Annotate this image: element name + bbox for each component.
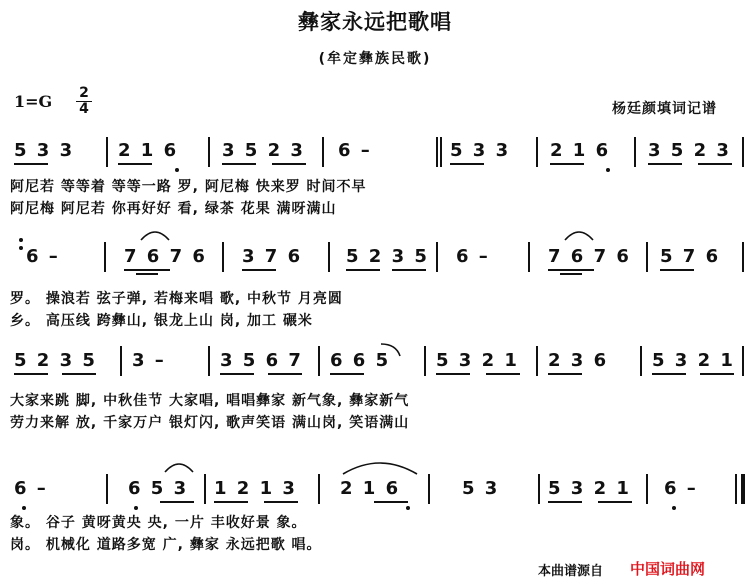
measure: 5 3 2 1	[436, 350, 519, 371]
slur	[342, 458, 418, 476]
beam	[648, 163, 682, 165]
dot-marker	[19, 238, 23, 242]
beam	[392, 269, 426, 271]
slur	[380, 340, 406, 360]
beam	[136, 273, 158, 275]
bar-line	[528, 242, 530, 272]
bar-line	[428, 474, 430, 504]
measure: 3 5 2 3	[222, 140, 305, 161]
octave-dot	[406, 506, 410, 510]
measure: 5 3 3	[450, 140, 511, 161]
lyric-line: 象。 谷子 黄呀黄央 央, 一片 丰收好景 象。	[10, 515, 307, 531]
beam	[660, 269, 694, 271]
measure: 3 –	[132, 350, 166, 371]
octave-dot	[672, 506, 676, 510]
bar-line	[436, 242, 438, 272]
measure: 2 1 6	[118, 140, 179, 161]
measure: 1 2 1 3	[214, 478, 297, 499]
beam	[14, 163, 48, 165]
beam	[62, 373, 96, 375]
measure: 3 5 6 7	[220, 350, 303, 371]
bar-line	[742, 242, 744, 272]
lyric-line: 乡。 高压线 跨彝山, 银龙上山 岗, 加工 碾米	[10, 313, 313, 329]
measure: 5 3 2 1	[652, 350, 735, 371]
song-subtitle: (牟定彝族民歌)	[318, 51, 432, 67]
key-signature: 1=G	[14, 92, 53, 111]
measure: 5 2 3 5	[14, 350, 97, 371]
lyric-line: 劳力来解 放, 千家万户 银灯闪, 歌声笑语 满山岗, 笑语满山	[10, 415, 410, 431]
bar-line	[640, 346, 642, 376]
bar-line	[106, 137, 108, 167]
beam	[160, 501, 194, 503]
measure: 5 7 6	[660, 246, 721, 267]
site-watermark[interactable]: 中国词曲网	[630, 560, 706, 578]
slur	[564, 226, 594, 242]
measure: 6 –	[26, 246, 60, 267]
bar-line	[106, 474, 108, 504]
dot-marker	[19, 246, 23, 250]
bar-line-final	[735, 474, 737, 504]
bar-line	[424, 346, 426, 376]
time-signature	[76, 86, 92, 117]
measure: 6 6 5	[330, 350, 391, 371]
bar-line	[742, 137, 744, 167]
bar-line	[646, 242, 648, 272]
beam	[214, 501, 248, 503]
measure: 2 3 6	[548, 350, 609, 371]
bar-line	[538, 474, 540, 504]
octave-dot	[606, 168, 610, 172]
bar-line	[440, 137, 442, 167]
bar-line	[208, 346, 210, 376]
beam	[652, 373, 686, 375]
bar-line	[318, 346, 320, 376]
beam	[436, 373, 470, 375]
beam	[548, 269, 594, 271]
beam	[550, 163, 584, 165]
beam	[14, 373, 48, 375]
beam	[548, 373, 582, 375]
bar-line	[742, 346, 744, 376]
beam	[560, 273, 582, 275]
lyric-line: 阿尼梅 阿尼若 你再好好 看, 绿茶 花果 满呀满山	[10, 201, 337, 217]
measure: 5 3 3	[14, 140, 75, 161]
beam	[118, 163, 152, 165]
time-signature-bottom: 4	[76, 101, 92, 117]
song-title: 彝家永远把歌唱	[298, 10, 452, 34]
beam	[698, 163, 732, 165]
measure: 6 –	[664, 478, 698, 499]
measure: 7 6 7 6	[124, 246, 207, 267]
bar-line	[536, 346, 538, 376]
bar-line	[208, 137, 210, 167]
lyric-line: 岗。 机械化 道路多宽 广, 彝家 永远把歌 唱。	[10, 537, 322, 553]
octave-dot	[134, 506, 138, 510]
lyricist-credit: 杨廷颜填词记谱	[612, 101, 717, 117]
bar-line	[120, 346, 122, 376]
bar-line	[322, 137, 324, 167]
bar-line	[328, 242, 330, 272]
beam	[264, 501, 298, 503]
measure: 3 7 6	[242, 246, 303, 267]
beam	[346, 269, 380, 271]
lyric-line: 罗。 操浪若 弦子弹, 若梅来唱 歌, 中秋节 月亮圆	[10, 291, 343, 307]
beam	[486, 373, 520, 375]
measure: 5 3 2 1	[548, 478, 631, 499]
measure: 6 –	[14, 478, 48, 499]
beam	[124, 269, 170, 271]
beam	[330, 373, 364, 375]
beam	[222, 163, 256, 165]
bar-line	[318, 474, 320, 504]
lyric-line: 阿尼若 等等着 等等一路 罗, 阿尼梅 快来罗 时间不早	[10, 179, 367, 195]
bar-line	[536, 137, 538, 167]
beam	[374, 501, 408, 503]
beam	[268, 373, 302, 375]
bar-line	[104, 242, 106, 272]
time-signature-top: 2	[79, 85, 89, 101]
beam	[548, 501, 582, 503]
measure: 6 5 3	[128, 478, 189, 499]
measure: 2 1 6	[550, 140, 611, 161]
measure: 3 5 2 3	[648, 140, 731, 161]
bar-line-final	[741, 474, 745, 504]
bar-line	[646, 474, 648, 504]
beam	[220, 373, 254, 375]
beam	[450, 163, 484, 165]
beam	[700, 373, 734, 375]
slur	[140, 226, 170, 242]
measure: 5 2 3 5	[346, 246, 429, 267]
bar-line	[204, 474, 206, 504]
bar-line	[222, 242, 224, 272]
measure: 6 –	[338, 140, 372, 161]
measure: 7 6 7 6	[548, 246, 631, 267]
source-note: 本曲谱源自	[538, 564, 604, 579]
measure: 2 1 6	[340, 478, 401, 499]
beam	[598, 501, 632, 503]
slur	[164, 458, 194, 474]
lyric-line: 大家来跳 脚, 中秋佳节 大家唱, 唱唱彝家 新气象, 彝家新气	[10, 393, 410, 409]
measure: 6 –	[456, 246, 490, 267]
measure: 5 3	[462, 478, 500, 499]
beam	[272, 163, 306, 165]
octave-dot	[22, 506, 26, 510]
beam	[242, 269, 276, 271]
octave-dot	[175, 168, 179, 172]
bar-line	[436, 137, 438, 167]
bar-line	[634, 137, 636, 167]
